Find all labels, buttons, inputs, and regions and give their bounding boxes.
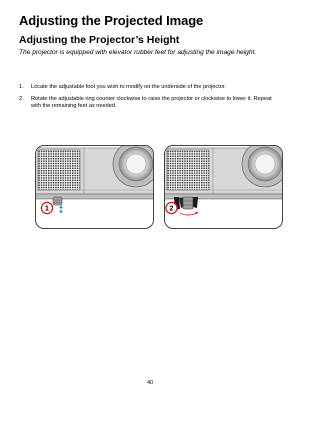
- step-text: Locate the adjustable foot you wish to modify on the underside of the projector.: [31, 84, 226, 90]
- projector-underside-illustration: [165, 146, 282, 228]
- instruction-list: [19, 84, 283, 115]
- intro-text: The projector is equipped with elevator rubber feet for adjusting the image height.: [19, 49, 257, 56]
- figure-locate-foot: [35, 145, 154, 229]
- step-number: 1.: [19, 84, 24, 90]
- rotate-arrow-icon: [180, 211, 199, 215]
- section-title: Adjusting the Projector’s Height: [19, 34, 180, 46]
- callout-number: 1: [45, 205, 49, 213]
- step-text: Rotate the adjustable ring counter clockwise to raise the projector or clockwise to lower it. Repeat with the remaining feet as needed.: [31, 95, 272, 110]
- instruction-step-1: [19, 84, 283, 92]
- up-down-arrow-icon: [59, 206, 63, 214]
- page-title: Adjusting the Projected Image: [19, 13, 204, 28]
- adjustable-foot: [183, 197, 193, 209]
- callout-number: 2: [169, 205, 174, 213]
- callout-1-icon: [41, 202, 52, 213]
- projector-underside-illustration: [36, 146, 153, 228]
- figure-rotate-foot: [164, 145, 283, 229]
- instruction-step-2: [19, 96, 283, 111]
- step-number: 2.: [19, 95, 24, 102]
- page-number: 40: [146, 380, 154, 386]
- adjustable-foot: [53, 197, 62, 205]
- callout-2-icon: [166, 202, 177, 213]
